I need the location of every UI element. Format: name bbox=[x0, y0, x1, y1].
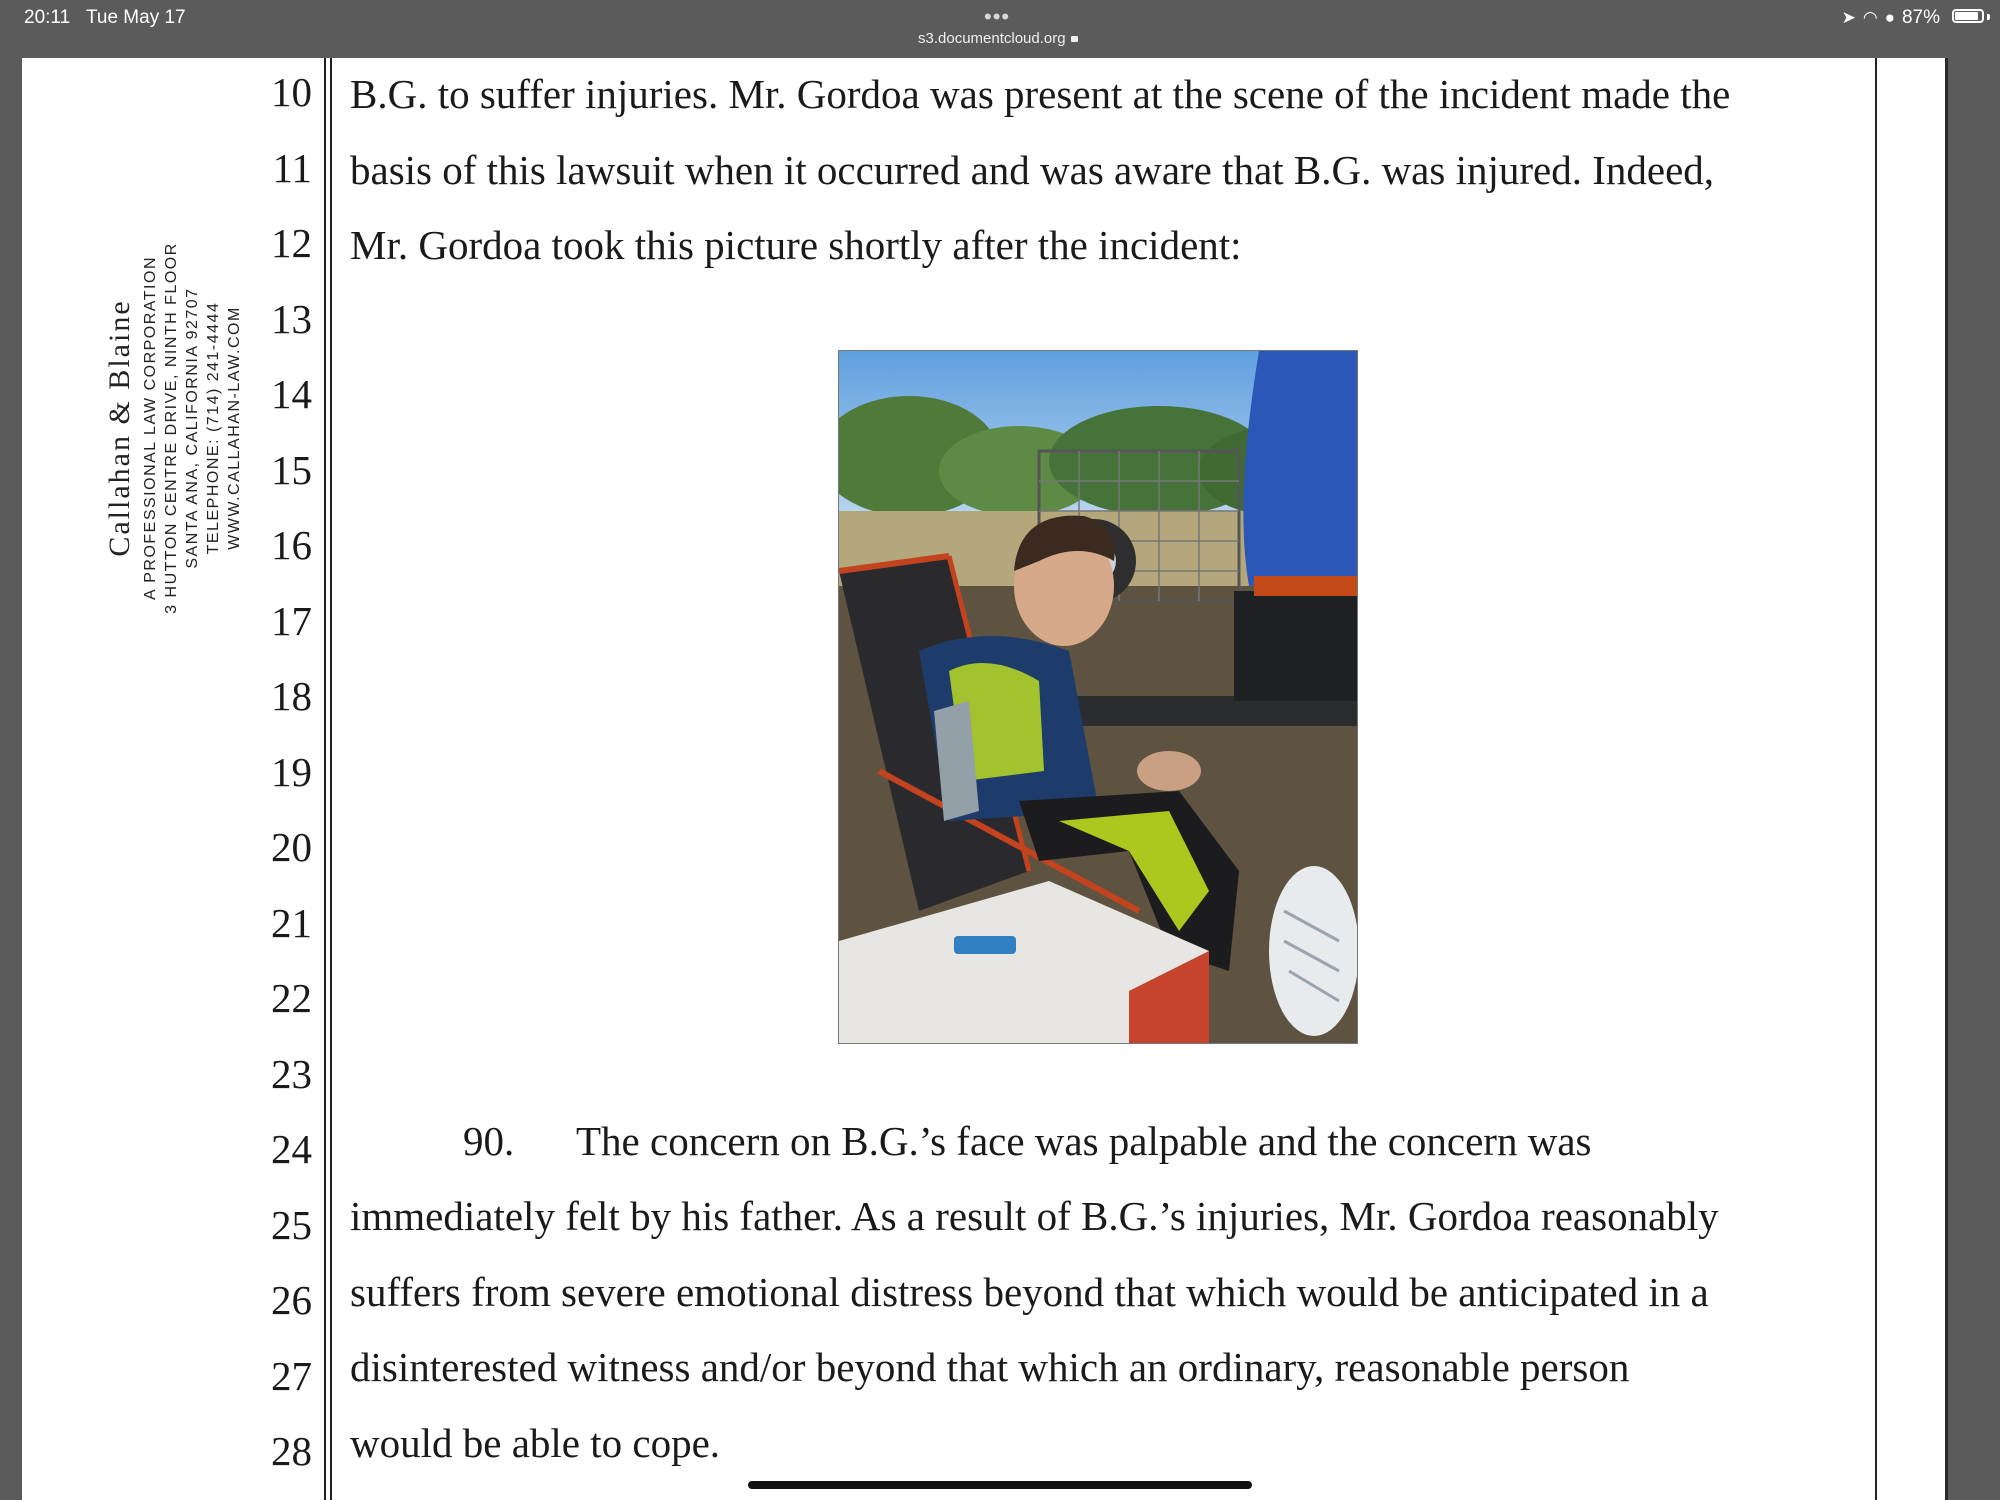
line-number: 23 bbox=[271, 1051, 312, 1097]
battery-icon bbox=[1952, 9, 1984, 23]
paragraph-number: 90. bbox=[463, 1118, 515, 1164]
lock-icon bbox=[1071, 36, 1078, 42]
firm-line-2: 3 HUTTON CENTRE DRIVE, NINTH FLOOR bbox=[163, 242, 180, 614]
person-icon: ● bbox=[1884, 8, 1895, 27]
text-line-12: Mr. Gordoa took this picture shortly after the incident: bbox=[350, 222, 1242, 268]
line-number: 25 bbox=[271, 1202, 312, 1248]
text-line-11: basis of this lawsuit when it occurred and was aware that B.G. was injured. Indeed, bbox=[350, 147, 1715, 193]
firm-line-4: TELEPHONE: (714) 241-4444 bbox=[205, 301, 222, 555]
boy-in-motocross-gear-photo bbox=[839, 351, 1357, 1043]
firm-line-3: SANTA ANA, CALIFORNIA 92707 bbox=[184, 287, 201, 569]
line-number: 15 bbox=[271, 447, 312, 493]
text-line-24: The concern on B.G.’s face was palpable and the concern was bbox=[576, 1118, 1592, 1164]
battery-percent: 87% bbox=[1901, 7, 1940, 28]
line-number: 19 bbox=[271, 749, 312, 795]
home-indicator[interactable] bbox=[748, 1481, 1252, 1489]
location-icon: ➤ bbox=[1841, 8, 1856, 27]
firm-block bbox=[100, 208, 245, 648]
firm-name: Callahan & Blaine bbox=[103, 299, 136, 557]
viewer-margin-left bbox=[0, 58, 22, 1500]
line-number: 14 bbox=[271, 371, 312, 417]
line-number: 17 bbox=[271, 598, 312, 644]
more-options-icon[interactable]: ••• bbox=[984, 4, 1011, 29]
text-line-28: would be able to cope. bbox=[350, 1420, 721, 1466]
firm-letterhead bbox=[100, 208, 260, 648]
left-margin-rule-inner bbox=[330, 58, 332, 1500]
status-bar bbox=[0, 0, 2000, 58]
line-number: 11 bbox=[272, 145, 312, 191]
text-line-25: immediately felt by his father. As a result of B.G.’s injuries, Mr. Gordoa reasonably bbox=[350, 1193, 1719, 1239]
line-number: 27 bbox=[271, 1353, 312, 1399]
battery-fill bbox=[1955, 12, 1978, 20]
line-number: 26 bbox=[271, 1277, 312, 1323]
text-line-26: suffers from severe emotional distress beyond that which would be anticipated in a bbox=[350, 1269, 1709, 1315]
wifi-icon: ◠ bbox=[1862, 8, 1878, 27]
line-number: 20 bbox=[271, 824, 312, 870]
line-number: 22 bbox=[271, 975, 312, 1021]
firm-line-5: WWW.CALLAHAN-LAW.COM bbox=[226, 306, 243, 550]
line-number: 24 bbox=[271, 1126, 312, 1172]
right-margin-rule bbox=[1875, 58, 1877, 1500]
firm-line-1: A PROFESSIONAL LAW CORPORATION bbox=[142, 256, 159, 601]
left-margin-rule bbox=[324, 58, 326, 1500]
line-number: 21 bbox=[271, 900, 312, 946]
page-edge bbox=[1945, 58, 1948, 1500]
line-number: 13 bbox=[271, 296, 312, 342]
incident-photo bbox=[838, 350, 1358, 1044]
line-number: 28 bbox=[271, 1428, 312, 1474]
line-number: 12 bbox=[271, 220, 312, 266]
status-time: 20:11 Tue May 17 bbox=[24, 7, 186, 28]
viewer-margin-right bbox=[1946, 58, 2000, 1500]
text-line-27: disinterested witness and/or beyond that which an ordinary, reasonable person bbox=[350, 1344, 1630, 1390]
status-indicators bbox=[1842, 7, 1940, 29]
line-number: 10 bbox=[271, 69, 312, 115]
url-bar[interactable]: s3.documentcloud.org bbox=[918, 30, 1078, 47]
line-number: 18 bbox=[271, 673, 312, 719]
text-line-10: B.G. to suffer injuries. Mr. Gordoa was present at the scene of the incident made the bbox=[350, 71, 1731, 117]
battery-cap bbox=[1987, 14, 1990, 20]
line-number: 16 bbox=[271, 522, 312, 568]
